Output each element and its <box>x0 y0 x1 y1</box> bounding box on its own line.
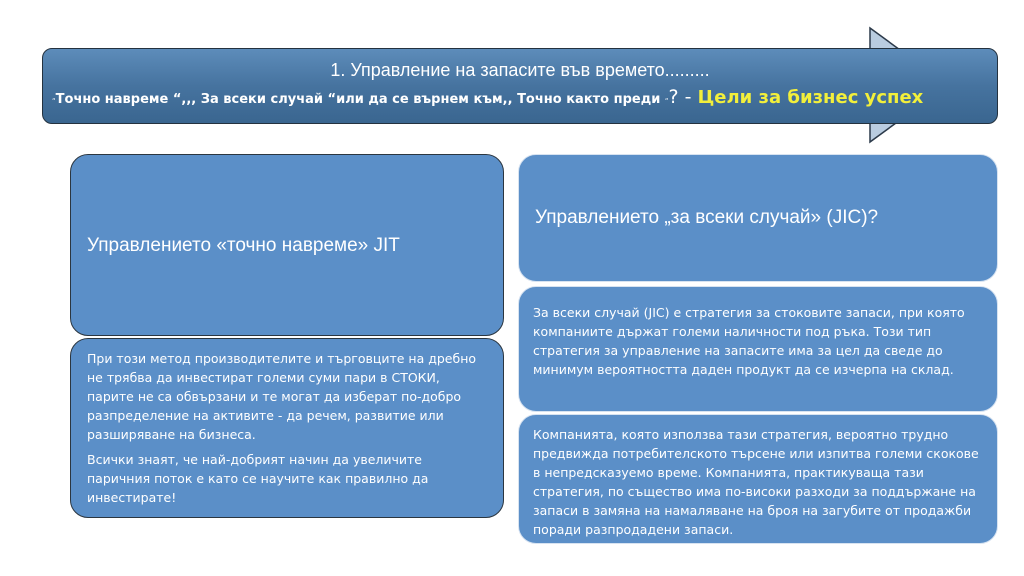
jit-text-1: При този метод производителите и търговците на дребно не трябва да инвестират големи суми пари в СТОКИ, парите не са обвързани и те могат да изберат по-добро разпределение на активите - да речем, развитие или разширяване на бизнеса. <box>87 351 477 442</box>
page-title: 1. Управление на запасите във времето......... <box>330 60 710 80</box>
jic-text-1: За всеки случай (JIC) е стратегия за стоковите запаси, при която компаниите държат големи наличности под ръка. Този тип стратегия за управление на запасите има за цел да сведе до минимум вероятността даден продукт да се изчерпа на склад. <box>533 305 965 377</box>
jit-heading: Управлението «точно навреме» JIT <box>87 235 400 256</box>
jit-heading-box <box>70 154 504 336</box>
page-subtitle <box>52 86 998 108</box>
jit-description-box <box>70 338 504 518</box>
jic-text-2: Компанията, която използва тази стратегия, вероятно трудно предвижда потребителското търсене или изпитва големи скокове в непредсказуемо време. Компанията, практикуваща тази стратегия, по същество има по-високи разходи за поддържане на запаси в замяна на намаляване на броя на загубите от продажби поради разпродадени запаси. <box>533 427 979 537</box>
subtitle-quote-close: “ <box>664 97 669 105</box>
subtitle-main: Точно навреме “,,, За всеки случай “или да се върнем към,, Точно както преди <box>55 92 665 107</box>
jit-text-2: Всички знаят, че най-добрият начин да увеличите паричния поток е като се научите как правилно да инвестирате! <box>87 452 429 505</box>
subtitle-goal: Цели за бизнес успех <box>697 87 924 108</box>
subtitle-question-mark: ? - <box>668 86 698 108</box>
jic-heading-box <box>518 154 998 282</box>
jic-description-box <box>518 286 998 412</box>
jic-company-box <box>518 414 998 544</box>
subtitle-quote-open: “ <box>52 97 56 105</box>
jic-heading: Управлението „за всеки случай» (JIC)? <box>535 207 879 228</box>
